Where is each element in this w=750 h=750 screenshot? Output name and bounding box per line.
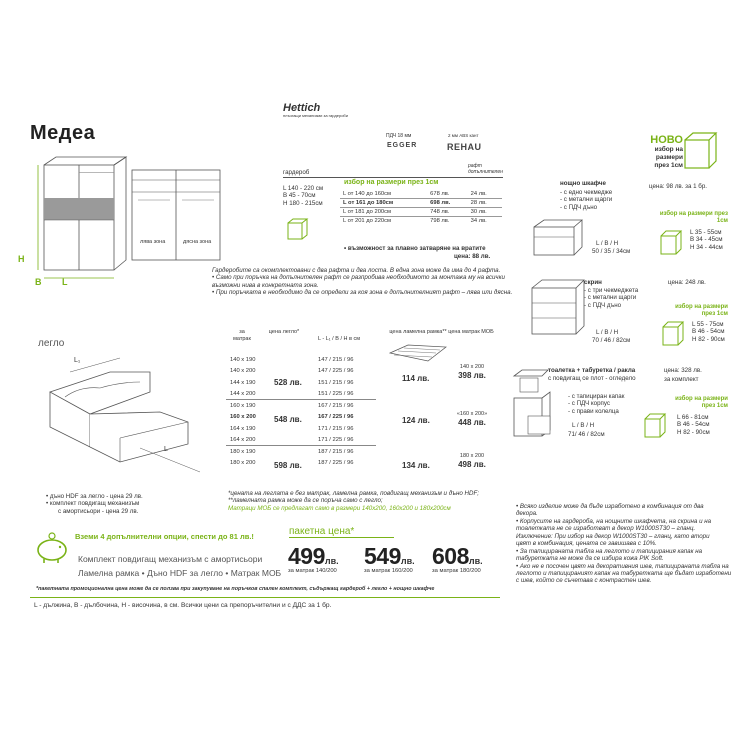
table-row	[340, 199, 502, 208]
note-line: • При поръчката е необходимо да се определи за коя зона е допълнителният рафт – лява или дясна.	[212, 289, 513, 297]
wardrobe-price-table	[340, 190, 502, 225]
right-zone-label: дясна зона	[183, 239, 212, 245]
nightstand-custom-title: избор на размери през 1см	[659, 211, 728, 225]
table-row	[226, 354, 376, 366]
size-cell: L от 140 до 160см	[343, 191, 392, 197]
vanity-price: цена: 328 лв.	[664, 367, 702, 374]
feature-line: - с три чекмеджета	[584, 287, 639, 294]
vanity-custom-dims	[677, 414, 710, 436]
chest-custom-dims	[692, 321, 725, 343]
mattress-cell: 144 x 200	[230, 390, 256, 397]
new-badge-line: избор на	[654, 146, 683, 153]
feature-line: - с ПДЧ дъно	[584, 301, 622, 309]
frame-price-3: 134 лв.	[402, 461, 430, 470]
package-price-value: 549	[364, 543, 401, 569]
footnote-line: **ламелната рамка може да се поръча само с легло;	[228, 497, 383, 505]
table-row	[226, 366, 376, 378]
chest-drawing	[528, 276, 588, 338]
package-price-currency: лв.	[400, 556, 415, 566]
package-price-sub: за матрак 140/200	[288, 568, 337, 574]
chest-custom-title: избор на размери през 1см	[675, 304, 728, 318]
mattress-cell: 140 x 190	[230, 356, 256, 363]
wardrobe-divider	[283, 177, 503, 178]
hettich-logo-text: Hettich	[283, 102, 321, 114]
egger-logo: EGGER	[387, 142, 418, 149]
bed-footnotes	[228, 490, 479, 512]
wardrobe-notes	[212, 267, 512, 297]
custom-dim-line: L 66 - 81см	[677, 414, 709, 421]
custom-dim-line: L 35 - 55см	[690, 229, 722, 236]
feature-line: - с тапициран капак	[568, 393, 625, 400]
vanity-price-sub: за комплект	[664, 376, 699, 383]
wardrobe-header: гардероб	[283, 169, 310, 176]
shelf-cell: 28 лв.	[470, 200, 487, 206]
header-mob: цена матрак МОБ	[448, 329, 494, 335]
nightstand-price: цена: 98 лв. за 1 бр.	[649, 183, 708, 190]
package-price-currency: лв.	[468, 556, 483, 566]
nightstand-drawing	[530, 215, 585, 260]
header-dims: L - L₁ / B / H в см	[318, 336, 360, 342]
custom-dim-line: H 34 - 44см	[690, 243, 723, 251]
note-line: цвят в комбинация, цената се завишава с 10%.	[516, 540, 657, 548]
note-line: Изключение: При избор на декор W1000ST30 – гланц, като втори	[516, 532, 710, 540]
mattress-cell: 164 x 200	[230, 436, 256, 443]
table-row	[340, 217, 502, 226]
wardrobe-custom-title: избор на размери през 1см	[344, 179, 439, 186]
mob-size: «160 x 200»	[456, 411, 488, 417]
dims-cell: 171 / 225 / 96	[318, 436, 354, 443]
mob-entry-3	[454, 453, 490, 469]
dims-cell: 147 / 215 / 96	[318, 356, 354, 363]
new-badge-line: през 1см	[654, 161, 683, 169]
price-cell: 698 лв.	[430, 200, 451, 206]
package-price-sub: за матрак 160/200	[364, 568, 413, 574]
package-divider	[30, 597, 500, 598]
package-item: Ламелна рамка • Дъно HDF за легло • Матрак МОБ	[78, 568, 282, 578]
note-line: • Ако не е посочен цвят на декоративния шев, тапицираната табла на	[516, 562, 729, 570]
cube-icon	[643, 412, 667, 440]
custom-dim-line: B 46 - 54см	[677, 421, 710, 429]
package-price-value: 608	[432, 543, 469, 569]
footnote-line: *цената на леглата е без матрак, ламелна рамка, повдигащ механизъм и дъно HDF;	[228, 490, 479, 497]
dims-cell: 187 / 215 / 96	[318, 448, 354, 455]
wardrobe-front-drawing	[30, 160, 130, 290]
right-notes	[516, 503, 731, 585]
shelf-header: рафт допълнителен	[468, 163, 503, 175]
package-price-value: 499	[288, 543, 325, 569]
wardrobe-dim-b: B	[35, 277, 42, 287]
note-line: с шев, който се съчетава с контрастен шев.	[516, 577, 652, 585]
slatted-frame-drawing	[388, 343, 448, 365]
price-cell: 678 лв.	[430, 191, 450, 197]
vanity-drawing	[508, 368, 558, 440]
chest-price: цена: 248 лв.	[668, 279, 706, 286]
price-cell: 798 лв.	[430, 218, 450, 224]
mob-price: 498 лв.	[458, 459, 486, 469]
note-line: Гардеробите са окомплектовани с два рафта и два лоста. В една зона може да има до 4 рафта.	[212, 267, 501, 274]
package-items	[78, 554, 281, 578]
feature-line: - с метални щарги	[584, 294, 637, 302]
chest-features	[584, 287, 638, 309]
feature-line: - с ПДЧ корпус	[568, 400, 610, 408]
mob-size: 180 x 200	[459, 453, 485, 459]
note-line: • Всяко изделие може да бъде изработено в комбинация от два	[516, 503, 704, 510]
bed-table	[226, 354, 376, 469]
bed-price-1: 528 лв.	[274, 378, 302, 387]
nightstand-custom-dims	[690, 229, 723, 251]
dims-cell: 151 / 215 / 96	[318, 379, 354, 386]
feature-line: - с метални щарги	[560, 196, 613, 204]
mattress-cell: 160 x 190	[230, 402, 256, 409]
nightstand-name: нощно шкафче	[560, 180, 606, 187]
package-price-currency: лв.	[324, 556, 339, 566]
mob-entry-1	[454, 364, 490, 380]
bed-notes	[46, 493, 143, 515]
header-frame: цена ламелна рамка**	[389, 329, 447, 335]
feature-line: - с ПДЧ дъно	[560, 203, 598, 211]
custom-dim-line: B 34 - 45см	[690, 236, 723, 244]
chest-name: скрин	[584, 279, 602, 286]
new-badge-line: размери	[655, 153, 683, 161]
price-cell: 748 лв.	[430, 209, 450, 215]
mattress-cell: 180 x 190	[230, 448, 256, 455]
size-cell: L от 201 до 220см	[343, 218, 392, 224]
feature-line: - с едно чекмедже	[560, 189, 613, 196]
hettich-logo	[283, 102, 348, 119]
left-zone-label: лява зона	[140, 239, 166, 245]
package-price-label: пакетна цена*	[289, 526, 394, 538]
note-line: с амортисьори - цена 29 лв.	[58, 507, 139, 515]
vanity-lbh-label: L / B / H	[572, 422, 595, 429]
dims-cell: 151 / 225 / 96	[318, 390, 354, 397]
note-line: • Само при поръчка на допълнителен рафт се разпробива необходимото за монтажа му на всички	[212, 274, 505, 282]
legend: L - дължина, B - дълбочина, H - височина, в см. Всички цени са препоръчителни и с ДДС за 1 бр.	[34, 602, 332, 609]
vanity-lbh: 71/ 46 / 82см	[568, 431, 605, 438]
table-row	[226, 389, 376, 401]
table-row	[340, 208, 502, 217]
nightstand-features	[560, 189, 612, 211]
bed-dim-l: L	[164, 446, 168, 453]
package-price-3	[432, 543, 483, 575]
size-cell: L от 161 до 180см	[343, 200, 394, 206]
page-title: Медеа	[30, 122, 96, 144]
package-price-sub: за матрак 180/200	[432, 568, 481, 574]
header-mattress: за матрак	[233, 329, 251, 342]
bed-price-2: 548 лв.	[274, 415, 302, 424]
piggy-bank-icon	[34, 530, 70, 566]
shelf-cell: 24 лв.	[470, 191, 487, 197]
table-row	[226, 423, 376, 435]
shelf-cell: 34 лв.	[470, 218, 487, 224]
wardrobe-dim-l: L	[62, 277, 68, 287]
cube-icon	[659, 229, 683, 257]
chest-lbh: 70 / 46 / 82см	[592, 337, 631, 344]
hettich-sub: плъзгащи механизми за гардероби	[283, 113, 348, 118]
mattress-cell: 144 x 190	[230, 379, 256, 386]
mattress-cell: 140 x 200	[230, 368, 256, 375]
table-row	[226, 400, 376, 412]
dims-cell: 167 / 225 / 96	[318, 414, 354, 421]
wardrobe-interior-drawing	[130, 168, 225, 268]
vanity-sub: с повдигащ се плот - огледело	[548, 375, 636, 382]
soft-close-price: цена: 88 лв.	[454, 253, 491, 260]
dims-cell: 187 / 225 / 96	[318, 460, 354, 467]
rehau-note: 2 мм ABS кант	[448, 133, 479, 138]
dims-cell: 147 / 225 / 96	[318, 368, 354, 375]
note-line: • комплект повдигащ механизъм	[46, 500, 140, 508]
table-row	[226, 435, 376, 447]
footnote-line: Матраци МОБ се предлагат само в размери 140x200, 160x200 и 180x200см	[228, 504, 451, 512]
bed-label: легло	[38, 338, 65, 349]
pdch-label: ПДЧ 18 мм	[386, 133, 412, 139]
package-footnote: *пакетната промоционална цена може да се ползва при закупуване на поръчков спален комплект, съдържащ гардероб + легло + нощно шкафче	[36, 586, 435, 592]
bed-drawing	[40, 352, 210, 482]
cube-icon	[661, 320, 685, 348]
note-line: леглото и тапицираният капак на табуретката ще бъдат изработени	[516, 569, 732, 577]
frame-price-2: 124 лв.	[402, 416, 430, 425]
wardrobe-dims	[283, 185, 323, 207]
mob-entry-2	[450, 411, 494, 427]
soft-close-note: • възможност за плавно затваряне на вратите	[344, 245, 486, 252]
mattress-cell: 180 x 200	[230, 460, 256, 467]
package-price-2	[364, 543, 415, 575]
nightstand-lbh-label: L / B / H	[596, 240, 619, 247]
note-line: • дъно HDF за легло - цена 29 лв.	[46, 493, 143, 500]
vanity-custom-title: избор на размери през 1см	[675, 396, 728, 410]
wardrobe-dim-line: B 45 - 70см	[283, 192, 316, 200]
mob-price: 398 лв.	[458, 370, 486, 380]
shelf-cell: 30 лв.	[470, 209, 487, 215]
note-line: табуретката не може да се избира кожа PIK Soft.	[516, 555, 664, 563]
vanity-features	[568, 393, 624, 415]
note-line: тоалетката не се изработват в декор W1000ST30 – гланц.	[516, 525, 696, 533]
custom-dim-line: B 46 - 54см	[692, 328, 725, 336]
dims-cell: 167 / 215 / 96	[318, 402, 354, 409]
note-line: • Корпусите на гардероба, на нощните шкафчета, на скрина и на	[516, 517, 712, 525]
wardrobe-dim-line: H 180 - 215см	[283, 199, 323, 207]
table-row	[340, 190, 502, 199]
mattress-cell: 164 x 190	[230, 425, 256, 432]
custom-dim-line: H 82 - 90см	[692, 335, 725, 343]
mob-size: 140 x 200	[459, 364, 485, 370]
bed-price-3: 598 лв.	[274, 461, 302, 470]
size-cell: L от 181 до 200см	[343, 209, 392, 215]
note-line: • За тапицираната табла на леглото и тапицирания капак на	[516, 547, 703, 555]
table-row	[226, 446, 376, 458]
bed-dim-l1: L₁	[74, 357, 81, 364]
note-line: възможни нива в конкретната зона.	[212, 281, 319, 289]
custom-dim-line: H 82 - 90см	[677, 428, 710, 436]
vanity-name: тоалетка + табуретка / ракла	[548, 367, 636, 374]
package-banner: Вземи 4 допълнителни опции, спести до 81 лв.!	[75, 532, 254, 541]
feature-line: - с прави колелца	[568, 407, 619, 415]
new-badge	[633, 134, 683, 169]
mattress-cell: 160 x 200	[230, 414, 256, 421]
cube-icon	[286, 217, 308, 243]
header-bed-price: цена легло*	[268, 329, 300, 335]
frame-price-1: 114 лв.	[402, 374, 430, 383]
note-line: декора.	[516, 510, 538, 518]
package-price-1	[288, 543, 339, 575]
wardrobe-dim-line: L 140 - 220 см	[283, 185, 324, 192]
dims-cell: 171 / 215 / 96	[318, 425, 354, 432]
mob-price: 448 лв.	[458, 417, 486, 427]
package-item: Комплект повдигащ механизъм с амортисьори	[78, 554, 263, 564]
nightstand-lbh: 50 / 35 / 34см	[592, 248, 631, 255]
wardrobe-dim-h: H	[18, 254, 25, 264]
rehau-logo: REHAU	[447, 142, 482, 152]
custom-dim-line: L 55 - 75см	[692, 321, 724, 328]
chest-lbh-label: L / B / H	[596, 329, 619, 336]
cube-icon	[683, 130, 717, 172]
new-badge-title: НОВО	[650, 134, 683, 146]
